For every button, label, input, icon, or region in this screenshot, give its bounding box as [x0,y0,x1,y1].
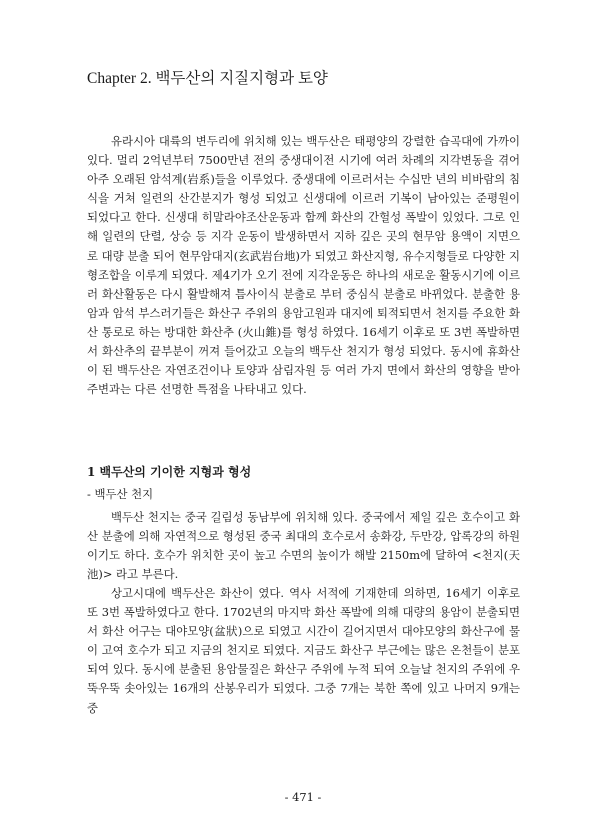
sub-heading: - 백두산 천지 [87,487,154,501]
body-paragraph-2: 상고시대에 백두산은 화산이 였다. 역사 서적에 기재한데 의하면, 16세기 이후로 또 3번 폭발하였다고 한다. 1702년의 마지막 화산 폭발에 의해 대량의 용암이 분출되면서 화산 어구는 대야모양(盆狀)으로 되였고 시간이 길어지면서 대야모양의 화산구에 물이 고여 호수가 되고 지금의 천지로 되였다. 지금도 화산구 부근에는 많은 온천들이 분포 되여 있다. 동시에 분출된 용암물질은 화산구 주위에 누적 되여 오늘날 천지의 주위에 우뚝우뚝 솟아있는 16개의 산봉우리가 되였다. 그중 7개는 북한 쪽에 있고 나머지 9개는 중 [87,586,520,715]
page-number: - 471 - [284,790,322,804]
intro-paragraph: 유라시아 대륙의 변두리에 위치해 있는 백두산은 태평양의 강렬한 습곡대에 가까이 있다. 멀리 2억년부터 7500만년 전의 중생대이전 시기에 여러 차례의 지각변동을 겪어 아주 오래된 암석계(岩系)들을 이루었다. 중생대에 이르러서는 수십만 년의 비바람의 침식을 거쳐 일련의 산간분지가 형성 되었고 신생대에 이르러 기복이 남아있는 준평원이 되었다고 한다. 신생대 히말라야조산운동과 함께 화산의 간헐성 폭발이 있었다. 그로 인해 일련의 단렬, 상승 등 지각 운동이 발생하면서 지하 깊은 곳의 현무암 용액이 지면으로 대량 분출 되어 현무암대지(玄武岩台地)가 되였고 화산지형, 유수지형들로 다양한 지형조합을 이루게 되였다. 제4기가 오기 전에 지각운동은 하나의 새로운 활동시기에 이르러 화산활동은 다시 활발해져 틈사이식 분출로 부터 중심식 분출로 바뀌었다. 분출한 용암과 암석 부스러기들은 화산구 주위의 용암고원과 대지에 퇴적되면서 천지를 주요한 화산 통로로 하는 방대한 화산추 (火山錐)를 형성 하였다. 16세기 이후로 또 3번 폭발하면서 화산추의 끝부분이 꺼져 들어갔고 오늘의 백두산 천지가 형성 되었다. 동시에 휴화산이 된 백두산은 자연조건이나 토양과 삼림자원 등 여러 가지 면에서 화산의 영향을 받아 주변과는 다른 선명한 특점을 나타내고 있다. [87,134,520,397]
chapter-title: Chapter 2. 백두산의 지질지형과 토양 [87,70,328,87]
body-paragraph-1: 백두산 천지는 중국 길림성 동남부에 위치해 있다. 중국에서 제일 깊은 호수이고 화산 분출에 의해 자연적으로 형성된 중국 최대의 호수로서 송화강, 두만강, 압록강의 하원이기도 하다. 호수가 위치한 곳이 높고 수면의 높이가 해발 2150m에 달하여 <천지(天池)> 라고 부른다. [87,510,520,582]
section-heading: 1 백두산의 기이한 지형과 형성 [87,465,252,479]
